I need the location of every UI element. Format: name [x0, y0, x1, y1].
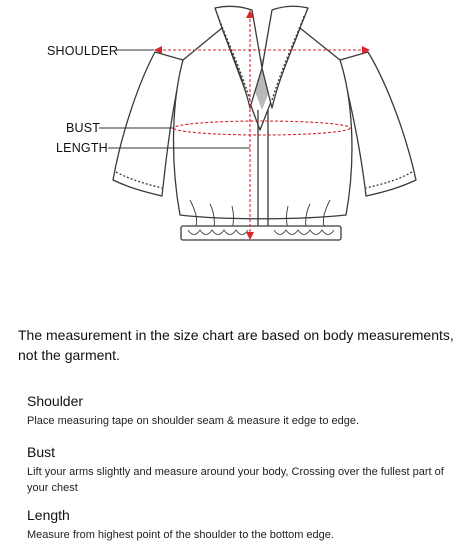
callout-shoulder: SHOULDER — [47, 44, 119, 58]
callout-bust: BUST — [66, 121, 101, 135]
section-description: Measure from highest point of the shoulder to the bottom edge. — [27, 529, 334, 541]
left-sleeve — [113, 52, 183, 196]
section-description: Lift your arms slightly and measure around your body, Crossing over the fullest part of your chest — [27, 466, 444, 494]
section-title: Shoulder — [27, 393, 84, 409]
section-title: Bust — [27, 444, 56, 460]
section-description: Place measuring tape on shoulder seam & measure it edge to edge. — [27, 415, 360, 427]
section-title: Length — [27, 507, 70, 523]
size-chart-note: The measurement in the size chart are based on body measurements, not the garment. — [18, 327, 454, 363]
shirt-body — [174, 28, 352, 219]
section-bust — [27, 443, 452, 496]
section-length — [27, 506, 452, 543]
section-shoulder — [27, 392, 452, 429]
callout-length: LENGTH — [56, 141, 108, 155]
shirt-illustration — [113, 6, 416, 240]
waistband — [181, 226, 341, 240]
